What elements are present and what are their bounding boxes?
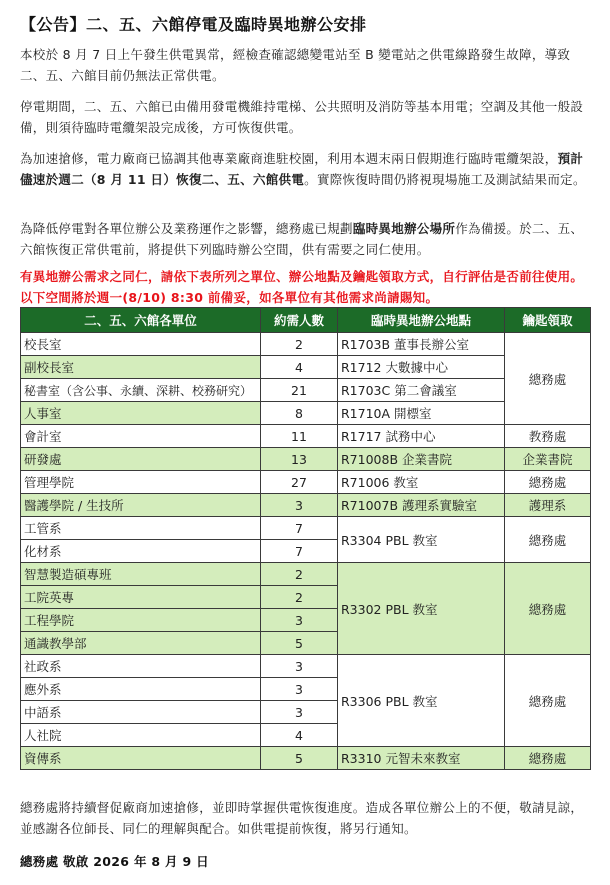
unit-cell: 副校長室 xyxy=(21,356,261,379)
count-cell: 13 xyxy=(261,448,338,471)
count-cell: 7 xyxy=(261,517,338,540)
key-cell: 教務處 xyxy=(505,425,591,448)
count-cell: 3 xyxy=(261,701,338,724)
key-cell: 總務處 xyxy=(505,471,591,494)
location-cell: R1717 試務中心 xyxy=(338,425,505,448)
unit-cell: 人事室 xyxy=(21,402,261,425)
count-cell: 3 xyxy=(261,494,338,517)
paragraph-backup-power: 停電期間，二、五、六館已由備用發電機維持電梯、公共照明及消防等基本用電；空調及其他一般設備，則須待臨時電纜架設完成後，方可恢復供電。 xyxy=(20,99,584,135)
location-cell: R71006 教室 xyxy=(338,471,505,494)
notice-instructions: 有異地辦公需求之同仁，請依下表所列之單位、辦公地點及鑰匙領取方式，自行評估是否前往使用。以下空間將於週一(8/10) 8:30 前備妥，如各單位有其他需求尚請賜知。 xyxy=(20,269,584,305)
location-cell: R3302 PBL 教室 xyxy=(338,563,505,655)
closing-paragraph: 總務處將持續督促廠商加速搶修，並即時掌握供電恢復進度。造成各單位辦公上的不便，敬請見諒，並感謝各位師長、同仁的理解與配合。如供電提前恢復，將另行通知。 xyxy=(20,800,584,836)
table-row xyxy=(21,517,591,540)
unit-cell: 工管系 xyxy=(21,517,261,540)
unit-cell: 醫護學院 / 生技所 xyxy=(21,494,261,517)
unit-cell: 工程學院 xyxy=(21,609,261,632)
count-cell: 3 xyxy=(261,678,338,701)
repair-text-emphasis: 預計儘速於週二（8 月 11 日）恢復二、五、六館供電 xyxy=(20,151,584,187)
repair-text-tail: 。實際恢復時間仍將視現場施工及測試結果而定。 xyxy=(304,172,586,187)
office-text-lead: 為降低停電對各單位辦公及業務運作之影響，總務處已規劃 xyxy=(20,221,353,236)
key-cell: 總務處 xyxy=(505,655,591,747)
table-row xyxy=(21,448,591,471)
office-allocation-table xyxy=(20,307,591,770)
unit-cell: 會計室 xyxy=(21,425,261,448)
unit-cell: 研發處 xyxy=(21,448,261,471)
key-cell: 總務處 xyxy=(505,563,591,655)
table-row xyxy=(21,655,591,678)
location-cell: R1712 大數據中心 xyxy=(338,356,505,379)
location-cell: R1710A 開標室 xyxy=(338,402,505,425)
key-cell: 總務處 xyxy=(505,517,591,563)
paragraph-outage-cause: 本校於 8 月 7 日上午發生供電異常，經檢查確認總變電站至 B 變電站之供電線路發生故障，導致二、五、六館目前仍無法正常供電。 xyxy=(20,47,571,83)
repair-text-lead: 為加速搶修，電力廠商已協調其他專業廠商進駐校園，利用本週末兩日假期進行臨時電纜架設， xyxy=(20,151,558,166)
count-cell: 5 xyxy=(261,747,338,770)
header-key: 鑰匙領取 xyxy=(505,308,591,333)
table-row xyxy=(21,333,591,356)
count-cell: 3 xyxy=(261,609,338,632)
table-row xyxy=(21,425,591,448)
unit-cell: 化材系 xyxy=(21,540,261,563)
unit-cell: 社政系 xyxy=(21,655,261,678)
count-cell: 3 xyxy=(261,655,338,678)
key-cell: 企業書院 xyxy=(505,448,591,471)
location-cell: R71007B 護理系實驗室 xyxy=(338,494,505,517)
unit-cell: 校長室 xyxy=(21,333,261,356)
location-cell: R3306 PBL 教室 xyxy=(338,655,505,747)
unit-cell: 通識教學部 xyxy=(21,632,261,655)
count-cell: 27 xyxy=(261,471,338,494)
page-title: 【公告】二、五、六館停電及臨時異地辦公安排 xyxy=(20,15,367,34)
unit-cell: 資傳系 xyxy=(21,747,261,770)
location-cell: R3310 元智未來教室 xyxy=(338,747,505,770)
location-cell: R1703C 第二會議室 xyxy=(338,379,505,402)
unit-cell: 中語系 xyxy=(21,701,261,724)
office-text-emphasis: 臨時異地辦公場所 xyxy=(352,221,456,236)
table-row xyxy=(21,563,591,586)
count-cell: 7 xyxy=(261,540,338,563)
unit-cell: 管理學院 xyxy=(21,471,261,494)
signature-line: 總務處 敬啟 2026 年 8 月 9 日 xyxy=(20,854,209,869)
unit-cell: 秘書室（含公事、永續、深耕、校務研究） xyxy=(21,379,261,402)
count-cell: 4 xyxy=(261,356,338,379)
header-count: 約需人數 xyxy=(261,308,338,333)
unit-cell: 人社院 xyxy=(21,724,261,747)
count-cell: 5 xyxy=(261,632,338,655)
table-row xyxy=(21,471,591,494)
location-cell: R71008B 企業書院 xyxy=(338,448,505,471)
count-cell: 2 xyxy=(261,333,338,356)
header-unit: 二、五、六館各單位 xyxy=(21,308,261,333)
count-cell: 2 xyxy=(261,586,338,609)
count-cell: 4 xyxy=(261,724,338,747)
office-text-tail: 作為備援。於二、五、六館恢復正常供電前，將提供下列臨時辦公空間，供有需要之同仁使用。 xyxy=(20,221,584,257)
location-cell: R1703B 董事長辦公室 xyxy=(338,333,505,356)
key-cell: 護理系 xyxy=(505,494,591,517)
unit-cell: 工院英專 xyxy=(21,586,261,609)
unit-cell: 應外系 xyxy=(21,678,261,701)
key-cell: 總務處 xyxy=(505,747,591,770)
count-cell: 2 xyxy=(261,563,338,586)
paragraph-temporary-office xyxy=(20,218,590,260)
unit-cell: 智慧製造碩專班 xyxy=(21,563,261,586)
location-cell: R3304 PBL 教室 xyxy=(338,517,505,563)
table-row xyxy=(21,747,591,770)
header-location: 臨時異地辦公地點 xyxy=(338,308,505,333)
count-cell: 21 xyxy=(261,379,338,402)
key-cell: 總務處 xyxy=(505,333,591,425)
paragraph-repair-schedule xyxy=(20,148,590,190)
count-cell: 11 xyxy=(261,425,338,448)
table-row xyxy=(21,494,591,517)
table-header-row xyxy=(21,308,591,333)
count-cell: 8 xyxy=(261,402,338,425)
